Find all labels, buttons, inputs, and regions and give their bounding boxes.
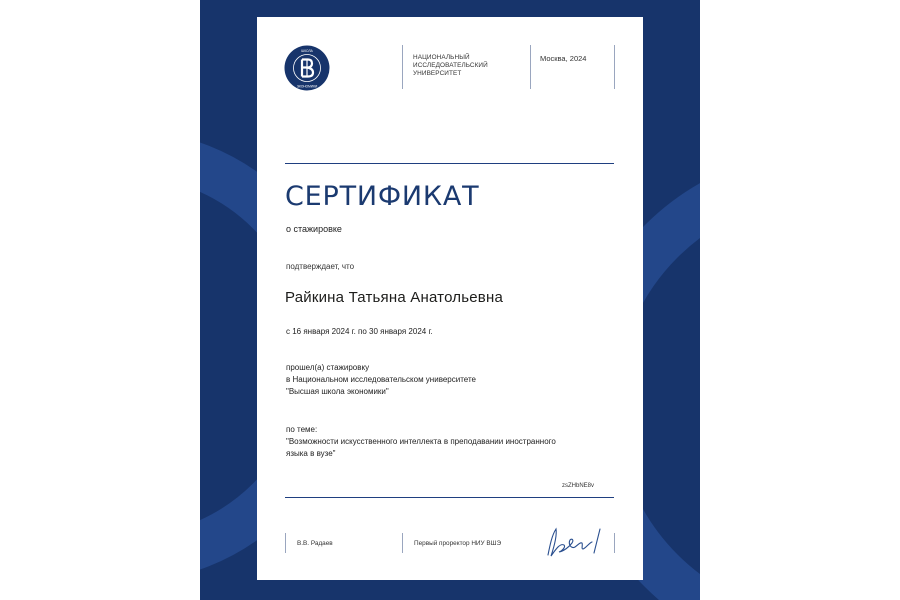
header-divider-right <box>614 45 615 89</box>
top-rule <box>285 163 614 164</box>
footer-divider-middle <box>402 533 403 553</box>
footer-divider-left <box>285 533 286 553</box>
completion-statement <box>286 362 626 398</box>
handwritten-signature-icon <box>542 521 612 561</box>
university-name-line: ИССЛЕДОВАТЕЛЬСКИЙ <box>413 62 488 69</box>
certificate-title: СЕРТИФИКАТ <box>285 181 480 212</box>
university-name-line: УНИВЕРСИТЕТ <box>413 70 462 77</box>
university-name <box>413 54 523 78</box>
topic-statement <box>286 424 626 460</box>
place-date: Москва, 2024 <box>540 54 587 63</box>
signatory-name: В.В. Радаев <box>297 540 333 547</box>
bottom-rule <box>285 497 614 498</box>
signatory-role: Первый проректор НИУ ВШЭ <box>414 540 502 547</box>
completion-line: в Национальном исследовательском университете <box>286 375 477 384</box>
confirms-text: подтверждает, что <box>286 262 355 271</box>
header-divider-left <box>402 45 403 89</box>
topic-label: по теме: <box>286 425 318 434</box>
header-divider-middle <box>530 45 531 89</box>
verification-code: zsZHbNE8v <box>562 483 595 489</box>
hse-emblem-icon <box>284 45 330 91</box>
footer-divider-right <box>614 533 615 553</box>
completion-line: прошел(а) стажировку <box>286 363 370 372</box>
topic-line: языка в вузе" <box>286 449 336 458</box>
certificate-sheet <box>257 17 643 580</box>
internship-period: с 16 января 2024 г. по 30 января 2024 г. <box>286 327 433 336</box>
university-name-line: НАЦИОНАЛЬНЫЙ <box>413 54 470 61</box>
topic-line: "Возможности искусственного интеллекта в преподавании иностранного <box>286 437 556 446</box>
svg-text:ЭКОНОМИКИ: ЭКОНОМИКИ <box>296 84 318 89</box>
svg-text:ШКОЛА: ШКОЛА <box>301 49 313 54</box>
completion-line: "Высшая школа экономики" <box>286 387 389 396</box>
certificate-subtitle: о стажировке <box>286 224 342 234</box>
recipient-name: Райкина Татьяна Анатольевна <box>285 289 503 306</box>
